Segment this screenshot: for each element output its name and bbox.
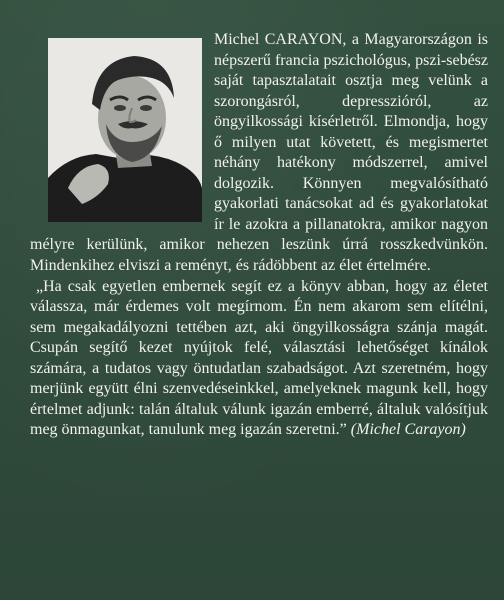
- description-text: [30, 30, 488, 441]
- intro-paragraph: Michel CARAYON, a Magyarországon is népszerű francia pszichológus, pszi-sebész saját tapasztalatait osztja meg velünk a szorongásról, depresszióról, az öngyilkossági kísérletről. Elmondja, hogy ő milyen utat követett, és megismertet néhány hatékony módszerrel, amivel dolgozik. Könnyen megvalósítható gyakorlati tanácsokat ad és gyakorlatokat ír le azokra a pillanatokra, amikor nagyon mélyre kerülünk, amikor nehezen leszünk úrrá rosszkedvünkön. Mindenkihez elviszi a reményt, és rádöbbent az élet értelmére.: [30, 31, 488, 275]
- photo-text-wrap: [30, 30, 214, 232]
- quote-paragraph: [30, 277, 488, 441]
- quote-author: (Michel Carayon): [350, 421, 466, 439]
- quote-text: „Ha csak egyetlen embernek segít ez a könyv abban, hogy az életet válassza, már érdemes volt megírnom. Én nem akarom sem elítélni, sem megakadályozni tettében azt, aki öngyilkosságra szánja magát. Csupán segítő kezet nyújtok felé, választási lehetőséget kínálok számára, a tudatos vagy öntudatlan szabadságot. Azt szeretném, hogy merjünk együtt élni szenvedéseinkkel, amelyeknek magunk kell, hogy értelmet adjunk: talán általuk válunk igazán emberré, általuk valósítjuk meg önmagunkat, tanulunk meg igazán szeretni.”: [30, 277, 488, 439]
